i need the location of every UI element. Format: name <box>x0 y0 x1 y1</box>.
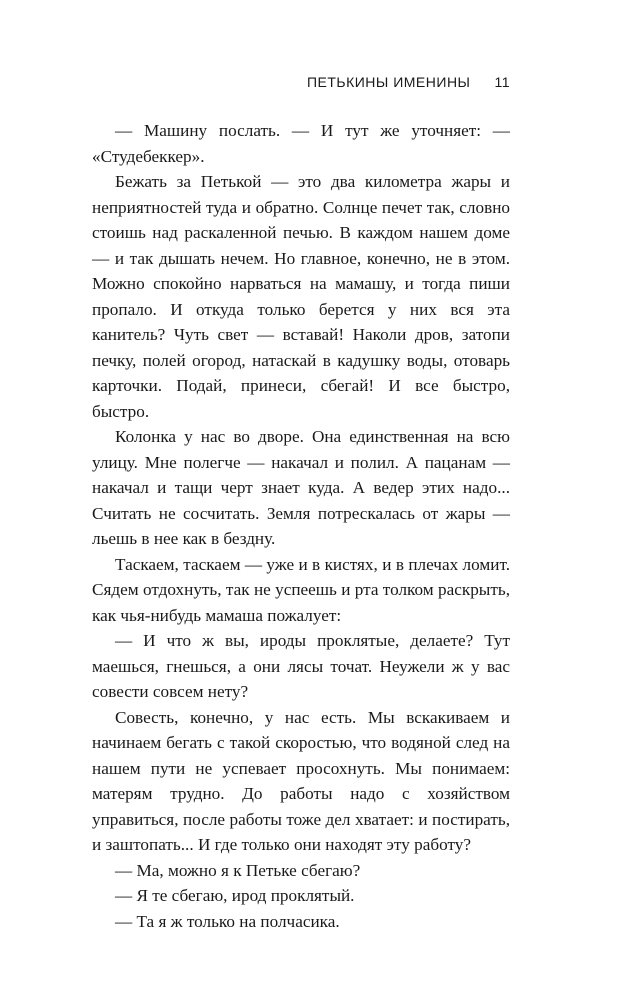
body-text <box>92 118 510 934</box>
paragraph-5: — И что ж вы, ироды проклятые, делаете? Тут маешься, гнешься, а они лясы точат. Неужели ж у вас совести совсем нету? <box>92 631 510 701</box>
running-title: ПЕТЬКИНЫ ИМЕНИНЫ <box>306 74 471 90</box>
paragraph-7: — Ма, можно я к Петьке сбегаю? <box>115 860 361 880</box>
paragraph-8: — Я те сбегаю, ирод проклятый. <box>115 886 355 905</box>
page-number: 11 <box>494 74 510 90</box>
paragraph-6: Совесть, конечно, у нас есть. Мы вскакиваем и начинаем бегать с такой скоростью, что водяной след на нашем пути не успевает просохнуть. Мы понимаем: матерям трудно. До работы надо с хозяйством управиться, после работы тоже дел хватает: и постирать, и заштопать... И где только они находят эту работу? <box>92 707 510 854</box>
paragraph-9: — Та я ж только на полчасика. <box>115 911 340 931</box>
paragraph-2: Бежать за Петькой — это два километра жары и неприятностей туда и обратно. Солнце печет так, словно стоишь над раскаленной печью. В каждом нашем доме — и так дышать нечем. Но главное, конечно, не в этом. Можно спокойно нарваться на мамашу, и тогда пиши пропало. И откуда только берется у них вся эта канитель? Чуть свет — вставай! Наколи дров, затопи печку, полей огород, натаскай в кадушку воды, отоварь карточки. Подай, принеси, сбегай! И все быстро, быстро. <box>92 172 510 421</box>
paragraph-3: Колонка у нас во дворе. Она единственная на всю улицу. Мне полегче — накачал и полил. А пацанам — накачал и тащи черт знает куда. А ведер этих надо... Считать не сосчитать. Земля потрескалась от жары — льешь в нее как в бездну. <box>92 427 510 548</box>
running-header <box>307 74 510 90</box>
paragraph-4: Таскаем, таскаем — уже и в кистях, и в плечах ломит. Сядем отдохнуть, так не успеешь и рта толком раскрыть, как чья-нибудь мамаша пожалует: <box>92 554 510 625</box>
paragraph-1: — Машину послать. — И тут же уточняет: — «Студебеккер». <box>92 121 510 166</box>
